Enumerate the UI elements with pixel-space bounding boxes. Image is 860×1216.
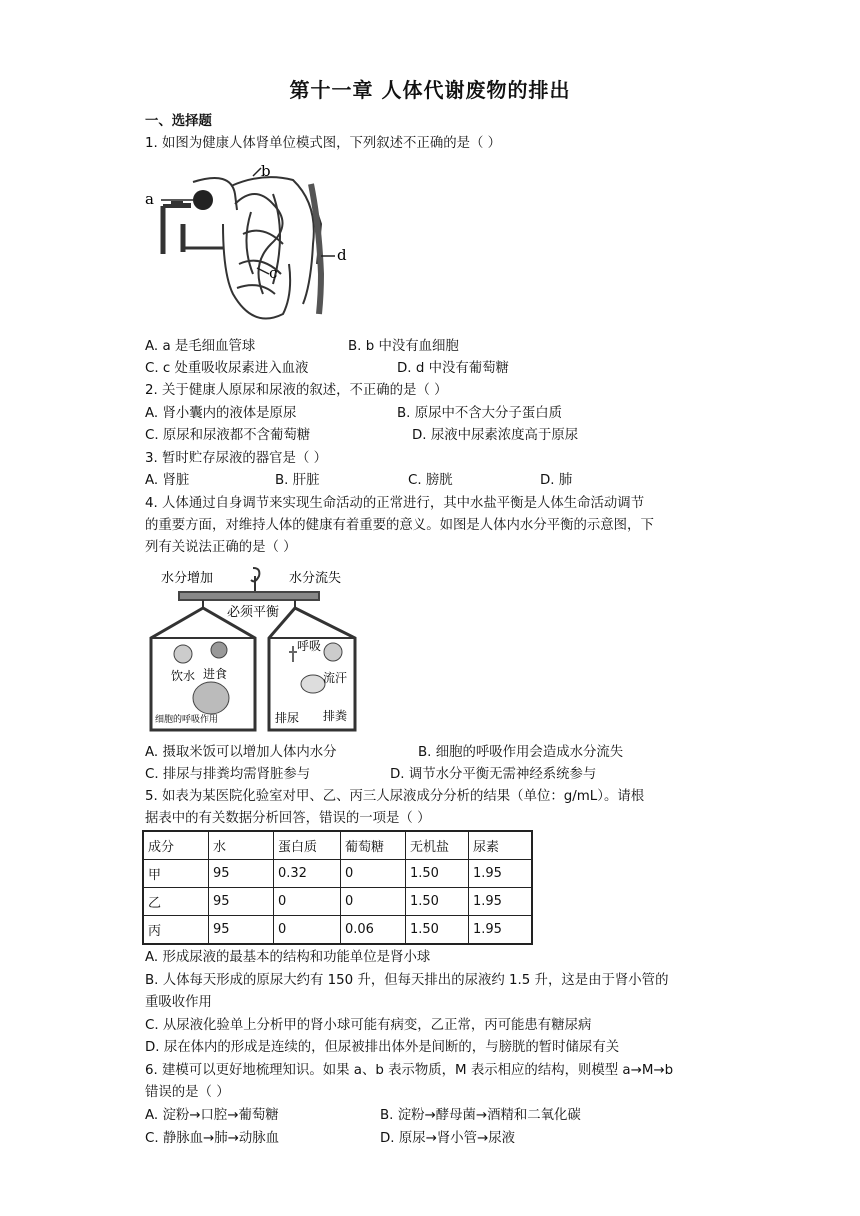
table-cell: 1.50 [406, 860, 469, 888]
q3-stem: 3. 暂时贮存尿液的器官是（ ） [145, 451, 327, 466]
q1-option-a: A. a 是毛细血管球 [145, 339, 256, 354]
q6-option-a: A. 淀粉→口腔→葡萄糖 [145, 1108, 279, 1123]
table-cell: 1.50 [406, 888, 469, 916]
q4-option-c: C. 排尿与排粪均需肾脏参与 [145, 767, 311, 782]
table-header-cell: 水 [209, 831, 274, 860]
fig-urine: 排尿 [275, 711, 300, 725]
q1-stem: 1. 如图为健康人体肾单位模式图，下列叙述不正确的是（ ） [145, 136, 502, 151]
q2-stem: 2. 关于健康人原尿和尿液的叙述，不正确的是（ ） [145, 383, 448, 398]
section-heading: 一、选择题 [145, 114, 212, 129]
table-cell: 1.95 [469, 888, 533, 916]
label-b: b [261, 164, 271, 180]
q1-option-c: C. c 处重吸收尿素进入血液 [145, 361, 309, 376]
q5-stem-line1: 5. 如表为某医院化验室对甲、乙、丙三人尿液成分分析的结果（单位：g/mL）。请根 [145, 789, 645, 804]
q2-option-a: A. 肾小囊内的液体是原尿 [145, 406, 297, 421]
label-c: c [269, 264, 278, 282]
q6-option-b: B. 淀粉→酵母菌→酒精和二氧化碳 [380, 1108, 581, 1123]
table-cell: 1.50 [406, 916, 469, 945]
q4-option-d: D. 调节水分平衡无需神经系统参与 [390, 767, 597, 782]
table-row [143, 916, 532, 945]
fig-eat: 进食 [203, 667, 228, 681]
table-cell: 0 [341, 860, 406, 888]
q4-stem-line2: 的重要方面，对维持人体的健康有着重要的意义。如图是人体内水分平衡的示意图，下 [145, 518, 654, 533]
fig-breath: 呼吸 [297, 639, 322, 653]
q5-option-d: D. 尿在体内的形成是连续的，但尿被排出体外是间断的，与膀胱的暂时储尿有关 [145, 1040, 620, 1055]
table-cell: 0 [274, 916, 341, 945]
table-header-cell: 蛋白质 [274, 831, 341, 860]
q6-option-c: C. 静脉血→肺→动脉血 [145, 1131, 280, 1146]
q6-stem-line1: 6. 建模可以更好地梳理知识。如果 a、b 表示物质，M 表示相应的结构，则模型 a→M→b [145, 1063, 674, 1078]
fig-must-balance: 必须平衡 [227, 605, 280, 620]
q6-stem-line2: 错误的是（ ） [145, 1085, 230, 1100]
table-header-cell: 尿素 [469, 831, 533, 860]
table-header-cell: 成分 [143, 831, 209, 860]
q3-option-b: B. 肝脏 [275, 473, 320, 488]
fig-water-increase: 水分增加 [161, 571, 214, 586]
q5-option-a: A. 形成尿液的最基本的结构和功能单位是肾小球 [145, 950, 431, 965]
table-cell: 0 [341, 888, 406, 916]
table-cell: 0.32 [274, 860, 341, 888]
table-header-row [143, 831, 532, 860]
table-header-cell: 葡萄糖 [341, 831, 406, 860]
water-balance-diagram [143, 562, 363, 742]
table-cell: 1.95 [469, 860, 533, 888]
q2-option-d: D. 尿液中尿素浓度高于原尿 [412, 428, 579, 443]
q3-option-c: C. 膀胱 [408, 473, 453, 488]
q4-stem-line3: 列有关说法正确的是（ ） [145, 540, 297, 555]
fig-water-loss: 水分流失 [289, 571, 342, 586]
fig-drink: 饮水 [171, 669, 196, 683]
q1-option-d: D. d 中没有葡萄糖 [397, 361, 509, 376]
table-cell: 95 [209, 888, 274, 916]
q6-option-d: D. 原尿→肾小管→尿液 [380, 1131, 515, 1146]
q2-option-b: B. 原尿中不含大分子蛋白质 [397, 406, 562, 421]
q5-option-c: C. 从尿液化验单上分析甲的肾小球可能有病变，乙正常，丙可能患有糖尿病 [145, 1018, 592, 1033]
table-cell: 丙 [143, 916, 209, 945]
nephron-diagram [143, 164, 358, 328]
q3-option-a: A. 肾脏 [145, 473, 190, 488]
q5-stem-line2: 据表中的有关数据分析回答，错误的一项是（ ） [145, 811, 431, 826]
q3-option-d: D. 肺 [540, 473, 573, 488]
q4-option-a: A. 摄取米饭可以增加人体内水分 [145, 745, 337, 760]
q1-option-b: B. b 中没有血细胞 [348, 339, 459, 354]
table-cell: 1.95 [469, 916, 533, 945]
q5-option-b-line2: 重吸收作用 [145, 995, 212, 1010]
table-cell: 95 [209, 860, 274, 888]
q5-option-b-line1: B. 人体每天形成的原尿大约有 150 升，但每天排出的尿液约 1.5 升，这是由于肾小管的 [145, 973, 669, 988]
table-row [143, 860, 532, 888]
q4-stem-line1: 4. 人体通过自身调节来实现生命活动的正常进行，其中水盐平衡是人体生命活动调节 [145, 496, 645, 511]
table-row [143, 888, 532, 916]
label-a: a [145, 190, 154, 208]
fig-cell-respiration: 细胞的呼吸作用 [155, 715, 219, 725]
table-cell: 95 [209, 916, 274, 945]
q4-option-b: B. 细胞的呼吸作用会造成水分流失 [418, 745, 624, 760]
table-cell: 甲 [143, 860, 209, 888]
table-cell: 0.06 [341, 916, 406, 945]
fig-sweat: 流汗 [323, 671, 348, 685]
urine-analysis-table [142, 830, 533, 945]
q2-option-c: C. 原尿和尿液都不含葡萄糖 [145, 428, 311, 443]
fig-feces: 排粪 [323, 709, 348, 723]
table-cell: 0 [274, 888, 341, 916]
table-cell: 乙 [143, 888, 209, 916]
chapter-title: 第十一章 人体代谢废物的排出 [289, 78, 571, 102]
label-d: d [337, 246, 347, 264]
table-header-cell: 无机盐 [406, 831, 469, 860]
